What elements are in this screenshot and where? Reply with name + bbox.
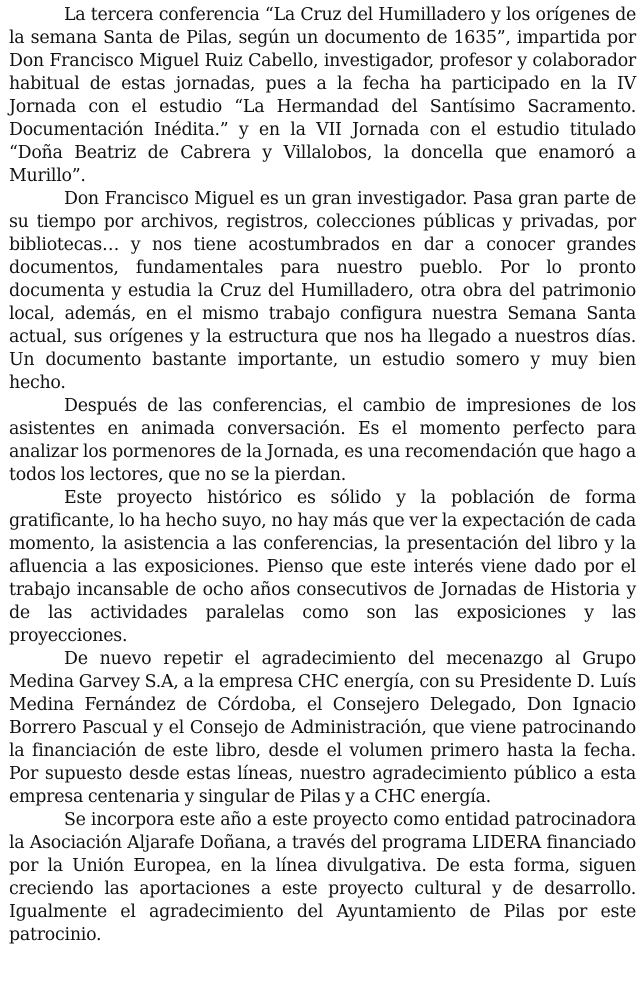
document-page — [9, 4, 636, 947]
paragraph-researcher: Don Francisco Miguel es un gran investigador. Pasa gran parte de su tiempo por archivos, registros, colecciones públicas y privadas, por bibliotecas… y nos tiene acostumbrados en dar a conocer grandes documentos, fundamentales para nuestro pueblo. Por lo pronto documenta y estudia la Cruz del Humilladero, otra obra del patrimonio local, además, en el mismo trabajo configura nuestra Semana Santa actual, sus orígenes y la estructura que nos ha llegado a nuestros días. Un documento bastante importante, un estudio somero y muy bien hecho. — [9, 189, 636, 393]
paragraph-new-sponsor: Se incorpora este año a este proyecto como entidad patrocinadora la Asociación Aljarafe Doñana, a través del programa LIDERA financiado por la Unión Europea, en la línea divulgativa. De esta forma, siguen creciendo las aportaciones a este proyecto cultural y de desarrollo. Igualmente el agradecimiento del Ayuntamiento de Pilas por este patrocinio. — [9, 810, 636, 945]
paragraph-sponsorship-thanks: De nuevo repetir el agradecimiento del mecenazgo al Grupo Medina Garvey S.A, a la empresa CHC energía, con su Presidente D. Luís Medina Fernández de Córdoba, el Consejero Delegado, Don Ignacio Borrero Pascual y el Consejo de Administración, que viene patrocinando la financiación de este libro, desde el volumen primero hasta la fecha. Por supuesto desde estas líneas, nuestro agradecimiento público a esta empresa centenaria y singular de Pilas y a CHC energía. — [9, 649, 636, 807]
paragraph-third-conference: La tercera conferencia “La Cruz del Humilladero y los orígenes de la semana Santa de Pilas, según un documento de 1635”, impartida por Don Francisco Miguel Ruiz Cabello, investigador, profesor y colaborador habitual de estas jornadas, pues a la fecha ha participado en la IV Jornada con el estudio “La Hermandad del Santísimo Sacramento. Documentación Inédita.” y en la VII Jornada con el estudio titulado “Doña Beatriz de Cabrera y Villalobos, la doncella que enamoró a Murillo”. — [9, 5, 636, 186]
paragraph-historical-project: Este proyecto histórico es sólido y la población de forma gratificante, lo ha hecho suyo, no hay más que ver la expectación de cada momento, la asistencia a las conferencias, la presentación del libro y la afluencia a las exposiciones. Pienso que este interés viene dado por el trabajo incansable de ocho años consecutivos de Jornadas de Historia y de las actividades paralelas como son las exposiciones y las proyecciones. — [9, 488, 636, 646]
paragraph-after-conferences: Después de las conferencias, el cambio de impresiones de los asistentes en animada conversación. Es el momento perfecto para analizar los pormenores de la Jornada, es una recomendación que hago a todos los lectores, que no se la pierdan. — [9, 396, 636, 485]
